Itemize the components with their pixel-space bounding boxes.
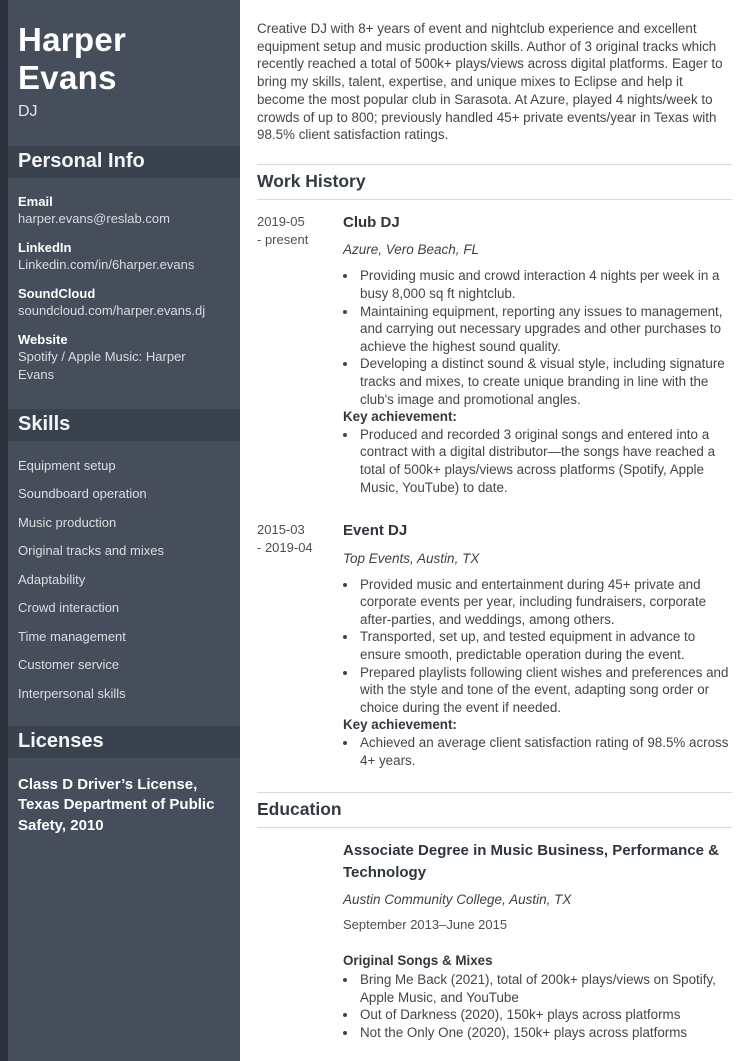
education-details <box>343 839 732 1041</box>
contacts-list <box>0 178 240 384</box>
job-date-end: - 2019-04 <box>257 540 313 556</box>
job-details <box>343 519 732 769</box>
key-achievement-bullet: • Achieved an average client satisfaction rating of 98.5% across 4+ years. <box>358 734 732 769</box>
contact-label: Website <box>18 331 68 347</box>
job-bullet: • Developing a distinct sound & visual style, including signature tracks and mixes, to create unique branding in line with the club's image and promotional angles. <box>358 355 732 408</box>
job-title: Club DJ <box>343 213 400 231</box>
contact-label: Email <box>18 193 53 209</box>
job-date-start: 2019-05 <box>257 213 305 229</box>
original-songs-list <box>343 971 732 1041</box>
contact-soundcloud <box>18 285 224 320</box>
education-heading: Education <box>257 792 732 828</box>
contact-linkedin <box>18 239 224 274</box>
job-entry-event-dj <box>257 519 732 769</box>
skill-item: Interpersonal skills <box>18 685 126 701</box>
skill-item: Music production <box>18 514 117 530</box>
skill-item: Equipment setup <box>18 457 116 473</box>
skill-item: Original tracks and mixes <box>18 543 164 559</box>
contact-value: Linkedin.com/in/6harper.evans <box>18 256 195 272</box>
contact-value: harper.evans@reslab.com <box>18 210 170 226</box>
key-achievement-bullets <box>343 734 732 769</box>
key-achievement-bullets <box>343 426 732 496</box>
job-bullets <box>343 267 732 408</box>
song-bullet: • Out of Darkness (2020), 150k+ plays across platforms <box>358 1006 732 1024</box>
job-details <box>343 211 732 496</box>
job-date-end: - present <box>257 231 309 247</box>
education-dates-column <box>257 839 343 1041</box>
job-bullet: • Provided music and entertainment during 45+ private and corporate events per year, including fundraisers, corporate after-parties, and weddings, among others. <box>358 576 732 629</box>
job-bullet: • Prepared playlists following client wishes and preferences and with the style and tone of the event, adapting song order or choice during the event if needed. <box>358 664 732 717</box>
job-bullets <box>343 576 732 717</box>
contact-email <box>18 193 224 228</box>
candidate-job-title: DJ <box>18 102 38 120</box>
skill-item: Soundboard operation <box>18 486 147 502</box>
main-column <box>240 0 750 1061</box>
job-bullet: • Transported, set up, and tested equipment in advance to ensure smooth, predictable operation during the event. <box>358 628 732 663</box>
original-songs-heading: Original Songs & Mixes <box>343 953 493 969</box>
job-bullet: • Maintaining equipment, reporting any issues to management, and carrying out necessary upgrades and other purchases to achieve the highest sound quality. <box>358 303 732 356</box>
song-bullet: • Bring Me Back (2021), total of 200k+ plays/views on Spotify, Apple Music, and YouTube <box>358 971 732 1006</box>
job-dates <box>257 211 343 496</box>
skill-item: Crowd interaction <box>18 600 120 616</box>
skills-heading: Skills <box>0 409 240 441</box>
job-company: Top Events, Austin, TX <box>343 550 480 566</box>
skill-item: Customer service <box>18 657 120 673</box>
skills-list <box>0 441 240 701</box>
skill-item: Time management <box>18 628 126 644</box>
song-bullet: • Not the Only One (2020), 150k+ plays across platforms <box>358 1024 732 1042</box>
degree-title: Associate Degree in Music Business, Performance & Technology <box>343 842 719 881</box>
education-entry <box>257 839 732 1041</box>
job-company: Azure, Vero Beach, FL <box>343 242 480 258</box>
job-title: Event DJ <box>343 522 408 540</box>
candidate-name: Harper Evans <box>18 21 127 96</box>
licenses-heading: Licenses <box>0 726 240 758</box>
contact-website <box>18 331 224 384</box>
license-entry: Class D Driver’s License, Texas Department of Public Safety, 2010 <box>18 775 215 834</box>
job-dates <box>257 519 343 769</box>
contact-label: LinkedIn <box>18 239 72 255</box>
contact-value: soundcloud.com/harper.evans.dj <box>18 302 206 318</box>
sidebar-accent-strip <box>0 0 8 1061</box>
job-bullet: • Providing music and crowd interaction 4 nights per week in a busy 8,000 sq ft nightclub. <box>358 267 732 302</box>
sidebar <box>0 0 240 1061</box>
work-history-heading: Work History <box>257 164 732 200</box>
key-achievement-label: Key achievement: <box>343 409 457 425</box>
education-dates: September 2013–June 2015 <box>343 917 508 933</box>
skill-item: Adaptability <box>18 571 86 587</box>
school-name: Austin Community College, Austin, TX <box>343 892 572 908</box>
key-achievement-bullet: • Produced and recorded 3 original songs and entered into a contract with a digital distributor—the songs have reached a total of 500k+ plays/views across platforms (Spotify, Apple Music, YouTube) to date. <box>358 426 732 496</box>
job-entry-club-dj <box>257 211 732 496</box>
profile-summary: Creative DJ with 8+ years of event and nightclub experience and excellent equipment setup and music production skills. Author of 3 original tracks which recently reached a total of 500k+ plays/views across digital platforms. Eager to bring my skills, talent, expertise, and unique mixes to Eclipse and help it become the most popular club in Sarasota. At Azure, played 4 nights/week to crowds of up to 800; previously handled 45+ private events/year in Texas with 98.5% client satisfaction ratings. <box>257 21 723 143</box>
personal-info-heading: Personal Info <box>0 146 240 178</box>
contact-label: SoundCloud <box>18 285 96 301</box>
contact-value: Spotify / Apple Music: Harper Evans <box>18 348 186 382</box>
key-achievement-label: Key achievement: <box>343 717 457 733</box>
job-date-start: 2015-03 <box>257 522 305 538</box>
